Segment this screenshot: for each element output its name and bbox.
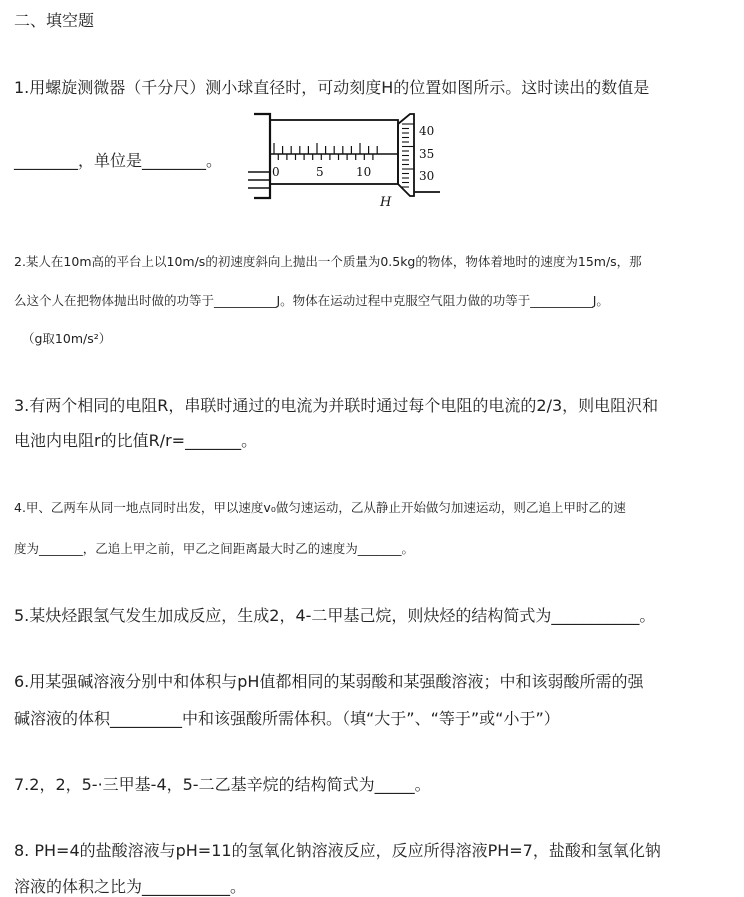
question-1-line-1: 1.用螺旋测微器（千分尺）测小球直径时，可动刻度H的位置如图所示。这时读出的数值是: [14, 78, 650, 97]
main-scale-label: 0: [272, 165, 280, 179]
thimble-label: 40: [419, 124, 435, 138]
section-title: 二、填空题: [14, 11, 95, 30]
question-6-line-1: 6.用某强碱溶液分别中和体积与pH值都相同的某弱酸和某强酸溶液；中和该弱酸所需的强: [14, 672, 644, 691]
question-2-line-3: （g取10m/s²）: [22, 331, 112, 346]
question-7-line-1: 7.2，2，5-·三甲基-4，5-二乙基辛烷的结构简式为_____。: [14, 775, 431, 794]
micrometer-figure: [242, 110, 442, 208]
question-3-line-1: 3.有两个相同的电阻R，串联时通过的电流为并联时通过每个电阻的电流的2/3，则电阻沢和: [14, 396, 659, 415]
thimble-label: 35: [419, 147, 435, 161]
question-5-line-1: 5.某炔烃跟氢气发生加成反应，生成2，4-二甲基己烷，则炔烃的结构简式为___________。: [14, 606, 656, 625]
thimble-scale-ticks: [402, 124, 414, 187]
question-2-line-2: 么这个人在把物体抛出时做的功等于__________J。物体在运动过程中克服空气阻力做的功等于__________J。: [14, 293, 609, 308]
question-3-line-2: 电池内电阻r的比值R/r=_______。: [14, 431, 258, 450]
question-1-line-2: ________，单位是________。: [14, 151, 223, 170]
thimble-label: 30: [419, 169, 435, 183]
question-2-line-1: 2.某人在10m高的平台上以10m/s的初速度斜向上抛出一个质量为0.5kg的物体，物体着地时的速度为15m/s，那: [14, 254, 642, 269]
question-4-line-2: 度为_______，乙追上甲之前，甲乙之间距离最大时乙的速度为_______。: [14, 541, 415, 556]
question-8-line-1: 8. PH=4的盐酸溶液与pH=11的氢氧化钠溶液反应，反应所得溶液PH=7，盐酸和氢氧化钠: [14, 841, 661, 860]
main-scale-label: 10: [356, 165, 372, 179]
micrometer-frame: [254, 114, 270, 198]
main-scale-ticks: [274, 143, 377, 160]
main-scale-label: 5: [316, 165, 324, 179]
question-6-line-2: 碱溶液的体积_________中和该强酸所需体积。（填“大于”、“等于”或“小于”）: [14, 709, 560, 728]
question-4-line-1: 4.甲、乙两车从同一地点同时出发，甲以速度v₀做匀速运动，乙从静止开始做匀加速运动，则乙追上甲时乙的速: [14, 500, 626, 515]
question-8-line-2: 溶液的体积之比为___________。: [14, 877, 247, 896]
thimble-H-label: H: [380, 195, 392, 208]
